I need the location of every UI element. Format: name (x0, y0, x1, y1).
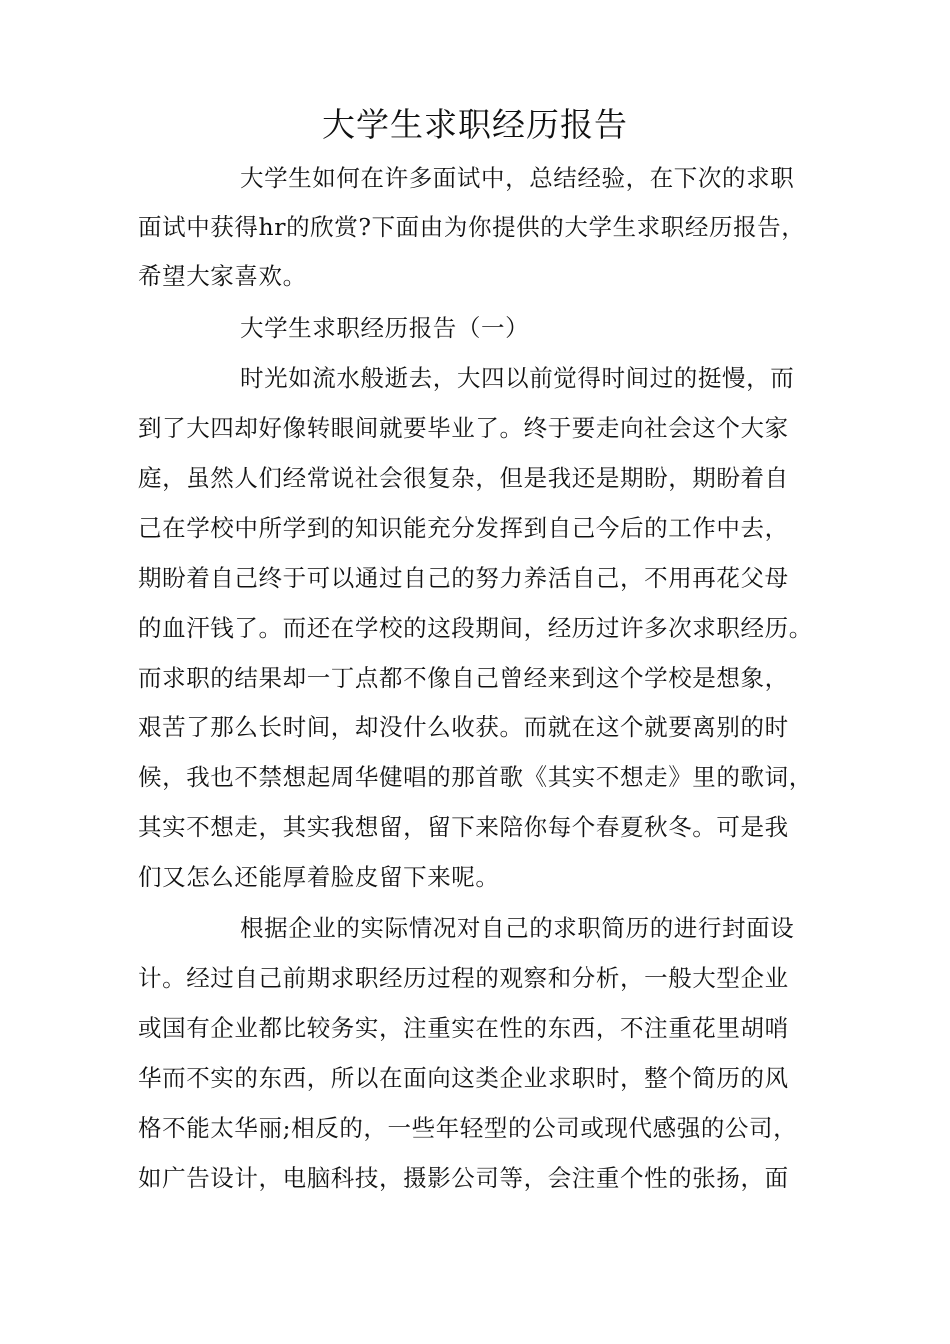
paragraph-line: 面试中获得hr的欣赏?下面由为你提供的大学生求职经历报告， (138, 213, 806, 241)
paragraph-line: 根据企业的实际情况对自己的求职简历的进行封面设 (240, 914, 795, 942)
paragraph-line: 或国有企业都比较务实，注重实在性的东西，不注重花里胡哨 (138, 1014, 789, 1042)
paragraph-line: 如广告设计，电脑科技，摄影公司等，会注重个性的张扬，面 (138, 1164, 789, 1192)
paragraph-line: 计。经过自己前期求职经历过程的观察和分析，一般大型企业 (138, 964, 789, 992)
paragraph-line: 希望大家喜欢。 (138, 262, 307, 290)
paragraph-line: 而求职的结果却一丁点都不像自己曾经来到这个学校是想象， (138, 664, 789, 692)
paragraph-line: 庭，虽然人们经常说社会很复杂，但是我还是期盼，期盼着自 (138, 464, 789, 492)
document-title: 大学生求职经历报告 (322, 105, 628, 144)
paragraph-line: 格不能太华丽;相反的，一些年轻型的公司或现代感强的公司， (138, 1114, 798, 1142)
paragraph-line: 华而不实的东西，所以在面向这类企业求职时，整个简历的风 (138, 1064, 789, 1092)
section-heading: 大学生求职经历报告（一） (240, 314, 530, 342)
paragraph-line: 己在学校中所学到的知识能充分发挥到自己今后的工作中去， (138, 514, 789, 542)
paragraph-line: 时光如流水般逝去，大四以前觉得时间过的挺慢，而 (240, 364, 795, 392)
paragraph-line: 期盼着自己终于可以通过自己的努力养活自己，不用再花父母 (138, 564, 789, 592)
paragraph-line: 艰苦了那么长时间，却没什么收获。而就在这个就要离别的时 (138, 713, 789, 741)
paragraph-line: 大学生如何在许多面试中，总结经验，在下次的求职 (240, 164, 795, 192)
paragraph-line: 的血汗钱了。而还在学校的这段期间，经历过许多次求职经历。 (138, 614, 813, 642)
paragraph-line: 其实不想走，其实我想留，留下来陪你每个春夏秋冬。可是我 (138, 813, 789, 841)
paragraph-line: 到了大四却好像转眼间就要毕业了。终于要走向社会这个大家 (138, 414, 789, 442)
paragraph-line: 候，我也不禁想起周华健唱的那首歌《其实不想走》里的歌词， (138, 763, 813, 791)
paragraph-line: 们又怎么还能厚着脸皮留下来呢。 (138, 863, 500, 891)
